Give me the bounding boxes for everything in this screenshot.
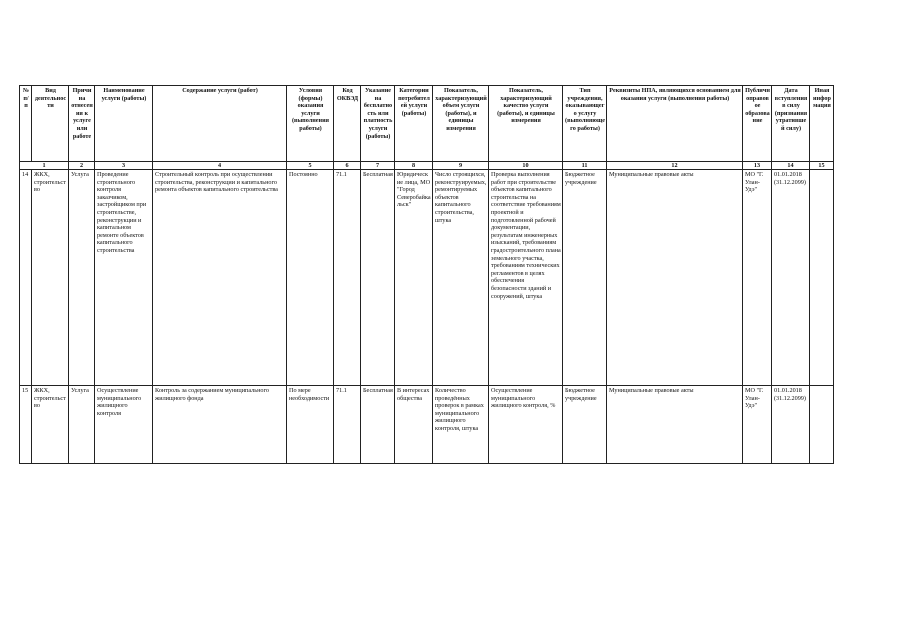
cell-paid: Бесплатная: [361, 386, 395, 464]
column-number: 8: [395, 162, 433, 170]
header-cell-mo: Публичноправовое образование: [743, 86, 772, 162]
cell-npa: Муниципальные правовые акты: [607, 386, 743, 464]
cell-content: Контроль за содержанием муниципального жилищного фонда: [153, 386, 287, 464]
header-cell-other: Иная информация: [810, 86, 834, 162]
column-number: 10: [489, 162, 563, 170]
cell-paid: Бесплатная: [361, 170, 395, 386]
header-cell-date: Дата вступления в силу (признания утратившей силу): [772, 86, 810, 162]
services-registry-table: [19, 85, 834, 464]
cell-mo: МО "Г. Улан-Удэ": [743, 170, 772, 386]
cell-other: [810, 386, 834, 464]
column-number: 15: [810, 162, 834, 170]
cell-conditions: Постоянно: [287, 170, 334, 386]
cell-quality: Проверка выполнения работ при строительстве объектов капитального строительства на соответствие требованиям проектной и подготовленной рабочей документации, результатам инженерных изысканий, требованиям градостроительного плана земельного участка, требованиям технических регламентов в целях обеспечения безопасности зданий и сооружений, штука: [489, 170, 563, 386]
cell-name: Осуществление муниципального жилищного контроля: [95, 386, 153, 464]
column-number: 6: [334, 162, 361, 170]
cell-activity: ЖКХ, строительство: [32, 386, 69, 464]
column-number: 12: [607, 162, 743, 170]
cell-institution: Бюджетное учреждение: [563, 170, 607, 386]
cell-quality: Осуществление муниципального жилищного контроля, %: [489, 386, 563, 464]
header-cell-quality: Показатель, характеризующий качество услуги (работы), и единицы измерения: [489, 86, 563, 162]
table-row: [20, 170, 834, 386]
column-number: 7: [361, 162, 395, 170]
header-cell-conditions: Условия (формы) оказания услуги (выполнения работы): [287, 86, 334, 162]
header-cell-num: № п/п: [20, 86, 32, 162]
cell-num: 15: [20, 386, 32, 464]
cell-date: 01.01.2018 (31.12.2099): [772, 170, 810, 386]
cell-reason: Услуга: [69, 386, 95, 464]
column-number: 5: [287, 162, 334, 170]
column-number: 2: [69, 162, 95, 170]
cell-okved: 71.1: [334, 170, 361, 386]
header-cell-consumers: Категории потребителей услуги (работы): [395, 86, 433, 162]
cell-conditions: По мере необходимости: [287, 386, 334, 464]
header-cell-activity: Вид деятельности: [32, 86, 69, 162]
header-cell-content: Содержание услуги (работ): [153, 86, 287, 162]
column-number: 13: [743, 162, 772, 170]
header-cell-reason: Причина отнесения к услуге или работе: [69, 86, 95, 162]
header-cell-volume: Показатель, характеризующий объем услуги (работы), и единицы измерения: [433, 86, 489, 162]
header-cell-name: Наименование услуги (работы): [95, 86, 153, 162]
column-number: 9: [433, 162, 489, 170]
header-cell-paid: Указание на бесплатность или платность услуги (работы): [361, 86, 395, 162]
column-number: 14: [772, 162, 810, 170]
cell-mo: МО "Г. Улан-Удэ": [743, 386, 772, 464]
cell-okved: 71.1: [334, 386, 361, 464]
cell-consumers: В интересах общества: [395, 386, 433, 464]
cell-volume: Число строящихся, реконструируемых, ремонтируемых объектов капитального строительства, штука: [433, 170, 489, 386]
cell-activity: ЖКХ, строительство: [32, 170, 69, 386]
column-number: 3: [95, 162, 153, 170]
header-cell-npa: Реквизиты НПА, являющихся основанием для оказания услуги (выполнения работы): [607, 86, 743, 162]
header-cell-institution: Тип учреждения, оказывающего услугу (выполняющего работы): [563, 86, 607, 162]
cell-volume: Количество проведённых проверок в рамках муниципального жилищного контроля, штука: [433, 386, 489, 464]
column-number: 1: [20, 162, 69, 170]
column-number: 4: [153, 162, 287, 170]
cell-reason: Услуга: [69, 170, 95, 386]
table-row: [20, 386, 834, 464]
header-row: [20, 86, 834, 162]
cell-institution: Бюджетное учреждение: [563, 386, 607, 464]
cell-content: Строительный контроль при осуществлении строительства, реконструкции и капитального ремонта объектов капитального строительства: [153, 170, 287, 386]
cell-name: Проведение строительного контроля заказчиком, застройщиком при строительстве, реконструкции и капитальном ремонте объектов капитального строительства: [95, 170, 153, 386]
header-cell-okved: Код ОКВЭД: [334, 86, 361, 162]
column-number: 11: [563, 162, 607, 170]
cell-other: [810, 170, 834, 386]
cell-npa: Муниципальные правовые акты: [607, 170, 743, 386]
column-number-row: [20, 162, 834, 170]
cell-date: 01.01.2018 (31.12.2099): [772, 386, 810, 464]
cell-num: 14: [20, 170, 32, 386]
cell-consumers: Юридические лица, МО "Город Северобайкальск": [395, 170, 433, 386]
